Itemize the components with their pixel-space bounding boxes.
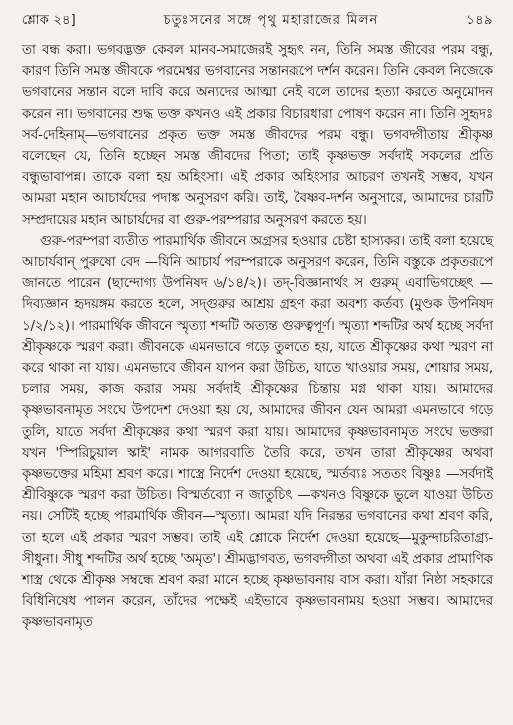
- paragraph: তা বন্ধ করা। ভগবদ্ভক্ত কেবল মানব-সমাজেরই সুহৃৎ নন, তিনি সমস্ত জীবের পরম বন্ধু, কারণ তিনি সমস্ত জীবকে পরমেশ্বর ভগবানের সন্তানরূপে দর্শন করেন। তিনি কেবল নিজেকে ভগবানের সন্তান বলে দাবি করে অন্যদের আত্মা নেই বলে তাদের হত্যা করতে অনুমোদন করেন না। ভগবানের শুদ্ধ ভক্ত কখনও এই প্রকার বিচারধারা পোষণ করেন না। তিনি সুহৃদঃ সর্ব-দেহিনাম্—ভগবানের প্রকৃত ভক্ত সমস্ত জীবদের পরম বন্ধু। ভগবদ্গীতায় শ্রীকৃষ্ণ বলেছেন যে, তিনি হচ্ছেন সমস্ত জীবদের পিতা; তাই কৃষ্ণভক্ত সর্বদাই সকলের প্রতি বন্ধুভাবাপন্ন। তাকে বলা হয় অহিংসা। এই প্রকার অহিংসার আচরণ তখনই সম্ভব, যখন আমরা মহান আচার্যদের পদাঙ্ক অনুসরণ করি। তাই, বৈষ্ণব-দর্শন অনুসারে, আমাদের চারটি সম্প্রদায়ের মহান আচার্যদের বা গুরু-পরম্পরার অনুসরণ করতে হয়।: [22, 43, 493, 228]
- paragraph: গুরু-পরম্পরা ব্যতীত পারমার্থিক জীবনে অগ্রসর হওয়ার চেষ্টা হাস্যকর। তাই বলা হয়েছে আচার্যবান্ পুরুষো বেদ —যিনি আচার্য পরম্পরাকে অনুসরণ করেন, তিনি বস্তুকে প্রকৃতরূপে জানতে পারেন (ছান্দোগ্য উপনিষদ ৬/১৪/২)। তদ্-বিজ্ঞানার্থং স গুরুম্ এবাভিগচ্ছেৎ —দিব্যজ্ঞান হৃদয়ঙ্গম করতে হলে, সদ্গুরুর আশ্রয় গ্রহণ করা অবশ্য কর্তব্য (মুণ্ডক উপনিষদ ১/২/১২)। পারমার্থিক জীবনে স্মৃত্যা শব্দটি অত্যন্ত গুরুত্বপূর্ণ। স্মৃত্যা শব্দটির অর্থ হচ্ছে সর্বদা শ্রীকৃষ্ণকে স্মরণ করা। জীবনকে এমনভাবে গড়ে তুলতে হয়, যাতে শ্রীকৃষ্ণের কথা স্মরণ না করে থাকা না যায়। এমনভাবে জীবন যাপন করা উচিত, যাতে খাওয়ার সময়, শোয়ার সময়, চলার সময়, কাজ করার সময় সর্বদাই শ্রীকৃষ্ণের চিন্তায় মগ্ন থাকা যায়। আমাদের কৃষ্ণভাবনামৃত সংঘে উপদেশ দেওয়া হয় যে, আমাদের জীবন যেন আমরা এমনভাবে গড়ে তুলি, যাতে সর্বদা শ্রীকৃষ্ণের কথা স্মরণ করা যায়। আমাদের কৃষ্ণভাবনামৃত সংঘে ভক্তরা যখন 'স্পিরিচুয়াল স্কাই' নামক আগরবাতি তৈরি করে, তখন তারা শ্রীকৃষ্ণের অথবা কৃষ্ণভক্তের মহিমা শ্রবণ করে। শাস্ত্রে নির্দেশ দেওয়া হয়েছে, স্মর্তব্যঃ সততং বিষ্ণুঃ —সর্বদাই শ্রীবিষ্ণুকে স্মরণ করা উচিত। বিস্মর্তব্যো ন জাতুচিৎ —কখনও বিষ্ণুকে ভুলে যাওয়া উচিত নয়। সেটিই হচ্ছে পারমার্থিক জীবন—স্মৃত্যা। আমরা যদি নিরন্তর ভগবানের কথা শ্রবণ করি, তা হলে এই প্রকার স্মরণ সম্ভব। তাই এই শ্লোকে নির্দেশ দেওয়া হয়েছে—মুকুন্দাচরিতাগ্র্য-সীধুনা। সীধু শব্দটির অর্থ হচ্ছে 'অমৃত'। শ্রীমদ্ভাগবত, ভগবদ্গীতা অথবা এই প্রকার প্রামাণিক শাস্ত্র থেকে শ্রীকৃষ্ণ সম্বন্ধে শ্রবণ করা মানে হচ্ছে কৃষ্ণভাবনায় বাস করা। যাঁরা নিষ্ঠা সহকারে বিধিনিষেধ পালন করেন, তাঁদের পক্ষেই এইভাবে কৃষ্ণভাবনাময় হওয়া সম্ভব। আমাদের কৃষ্ণভাবনামৃত: [22, 233, 493, 631]
- verse-label: শ্লোক ২৪]: [22, 13, 76, 28]
- page-body: [22, 40, 493, 634]
- page-number: ১৪৯: [466, 13, 493, 28]
- page-header: [22, 12, 493, 32]
- chapter-title: চতুঃসনের সঙ্গে পৃথু মহারাজের মিলন: [163, 13, 379, 28]
